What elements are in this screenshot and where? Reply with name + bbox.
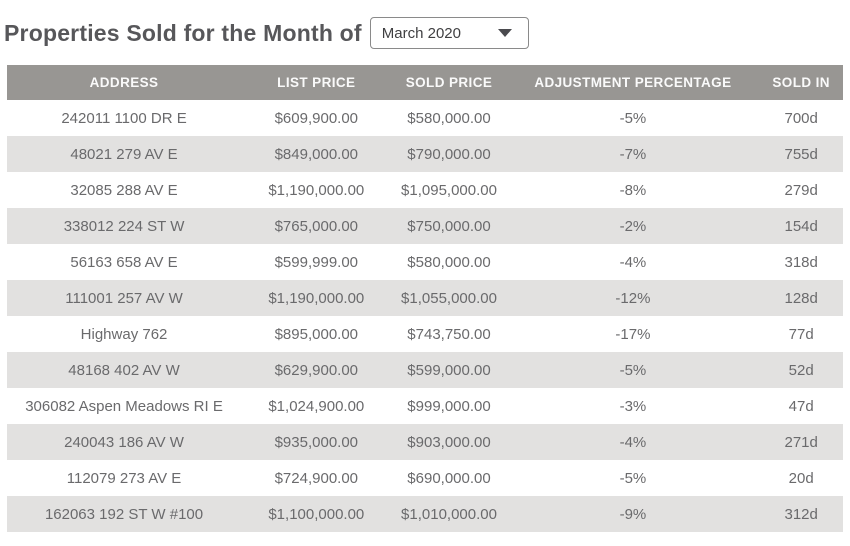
table-body (7, 100, 843, 532)
table-row (7, 100, 843, 136)
cell-list-price: $1,024,900.00 (268, 397, 365, 415)
cell-adjustment-percentage: -17% (615, 325, 651, 343)
cell-adjustment-percentage: -5% (619, 109, 647, 127)
cell-list-price: $935,000.00 (274, 433, 359, 451)
cell-adjustment-percentage: -5% (619, 469, 647, 487)
table-header (7, 65, 843, 100)
cell-address: 112079 273 AV E (66, 469, 182, 487)
cell-list-price: $599,999.00 (274, 253, 359, 271)
cell-list-price: $1,190,000.00 (268, 181, 365, 199)
column-header-list-price: LIST PRICE (241, 65, 391, 100)
cell-list-price: $895,000.00 (274, 325, 359, 343)
table-row (7, 352, 843, 388)
cell-sold-in: 755d (784, 145, 818, 163)
cell-sold-in: 20d (788, 469, 814, 487)
cell-sold-in: 700d (784, 109, 818, 127)
table-row (7, 496, 843, 532)
cell-sold-in: 271d (784, 433, 818, 451)
cell-sold-price: $1,095,000.00 (401, 181, 497, 199)
cell-adjustment-percentage: -4% (619, 253, 647, 271)
cell-sold-price: $690,000.00 (407, 469, 491, 487)
cell-list-price: $1,100,000.00 (268, 505, 365, 523)
cell-adjustment-percentage: -5% (619, 361, 647, 379)
column-header-sold-price: SOLD PRICE (392, 65, 507, 100)
title-bar (4, 16, 850, 50)
cell-adjustment-percentage: -2% (619, 217, 647, 235)
table-row (7, 280, 843, 316)
cell-sold-in: 77d (788, 325, 814, 343)
cell-sold-price: $599,000.00 (407, 361, 491, 379)
cell-list-price: $724,900.00 (274, 469, 359, 487)
cell-address: 242011 1100 DR E (61, 109, 187, 127)
cell-address: Highway 762 (80, 325, 168, 343)
chevron-down-icon (498, 29, 512, 37)
cell-list-price: $765,000.00 (274, 217, 359, 235)
cell-sold-in: 52d (788, 361, 814, 379)
table-row (7, 424, 843, 460)
cell-sold-price: $580,000.00 (407, 253, 491, 271)
cell-sold-price: $580,000.00 (407, 109, 491, 127)
table-row (7, 460, 843, 496)
cell-sold-price: $790,000.00 (407, 145, 491, 163)
cell-adjustment-percentage: -8% (619, 181, 647, 199)
column-header-address: ADDRESS (7, 65, 241, 100)
table-row (7, 388, 843, 424)
month-dropdown-value: March 2020 (381, 24, 461, 42)
cell-adjustment-percentage: -4% (619, 433, 647, 451)
cell-sold-price: $750,000.00 (407, 217, 491, 235)
cell-sold-in: 312d (784, 505, 818, 523)
cell-list-price: $629,900.00 (274, 361, 359, 379)
cell-sold-price: $1,055,000.00 (401, 289, 497, 307)
cell-list-price: $609,900.00 (274, 109, 359, 127)
cell-address: 240043 186 AV W (64, 433, 184, 451)
cell-adjustment-percentage: -3% (619, 397, 647, 415)
cell-address: 32085 288 AV E (70, 181, 178, 199)
column-header-sold-in: SOLD IN (759, 65, 843, 100)
cell-sold-price: $743,750.00 (407, 325, 491, 343)
cell-address: 48168 402 AV W (68, 361, 180, 379)
cell-sold-in: 154d (784, 217, 818, 235)
cell-address: 56163 658 AV E (70, 253, 178, 271)
cell-list-price: $849,000.00 (274, 145, 359, 163)
properties-sold-table (7, 65, 843, 532)
cell-sold-price: $1,010,000.00 (401, 505, 497, 523)
month-dropdown[interactable] (370, 17, 529, 49)
properties-table-container (7, 65, 843, 532)
cell-adjustment-percentage: -7% (619, 145, 647, 163)
cell-sold-in: 47d (788, 397, 814, 415)
table-header-row (7, 65, 843, 100)
cell-sold-in: 279d (784, 181, 818, 199)
cell-adjustment-percentage: -12% (615, 289, 651, 307)
cell-sold-price: $999,000.00 (407, 397, 491, 415)
cell-address: 111001 257 AV W (65, 289, 183, 307)
cell-adjustment-percentage: -9% (619, 505, 647, 523)
cell-address: 48021 279 AV E (70, 145, 178, 163)
cell-address: 162063 192 ST W #100 (44, 505, 204, 523)
column-header-adjustment-percentage: ADJUSTMENT PERCENTAGE (506, 65, 759, 100)
page-title: Properties Sold for the Month of (4, 19, 362, 46)
cell-sold-in: 318d (784, 253, 818, 271)
table-row (7, 208, 843, 244)
table-row (7, 244, 843, 280)
cell-address: 306082 Aspen Meadows RI E (25, 397, 223, 415)
table-row (7, 172, 843, 208)
cell-sold-price: $903,000.00 (407, 433, 491, 451)
cell-sold-in: 128d (784, 289, 818, 307)
cell-list-price: $1,190,000.00 (268, 289, 365, 307)
cell-address: 338012 224 ST W (63, 217, 185, 235)
table-row (7, 316, 843, 352)
table-row (7, 136, 843, 172)
